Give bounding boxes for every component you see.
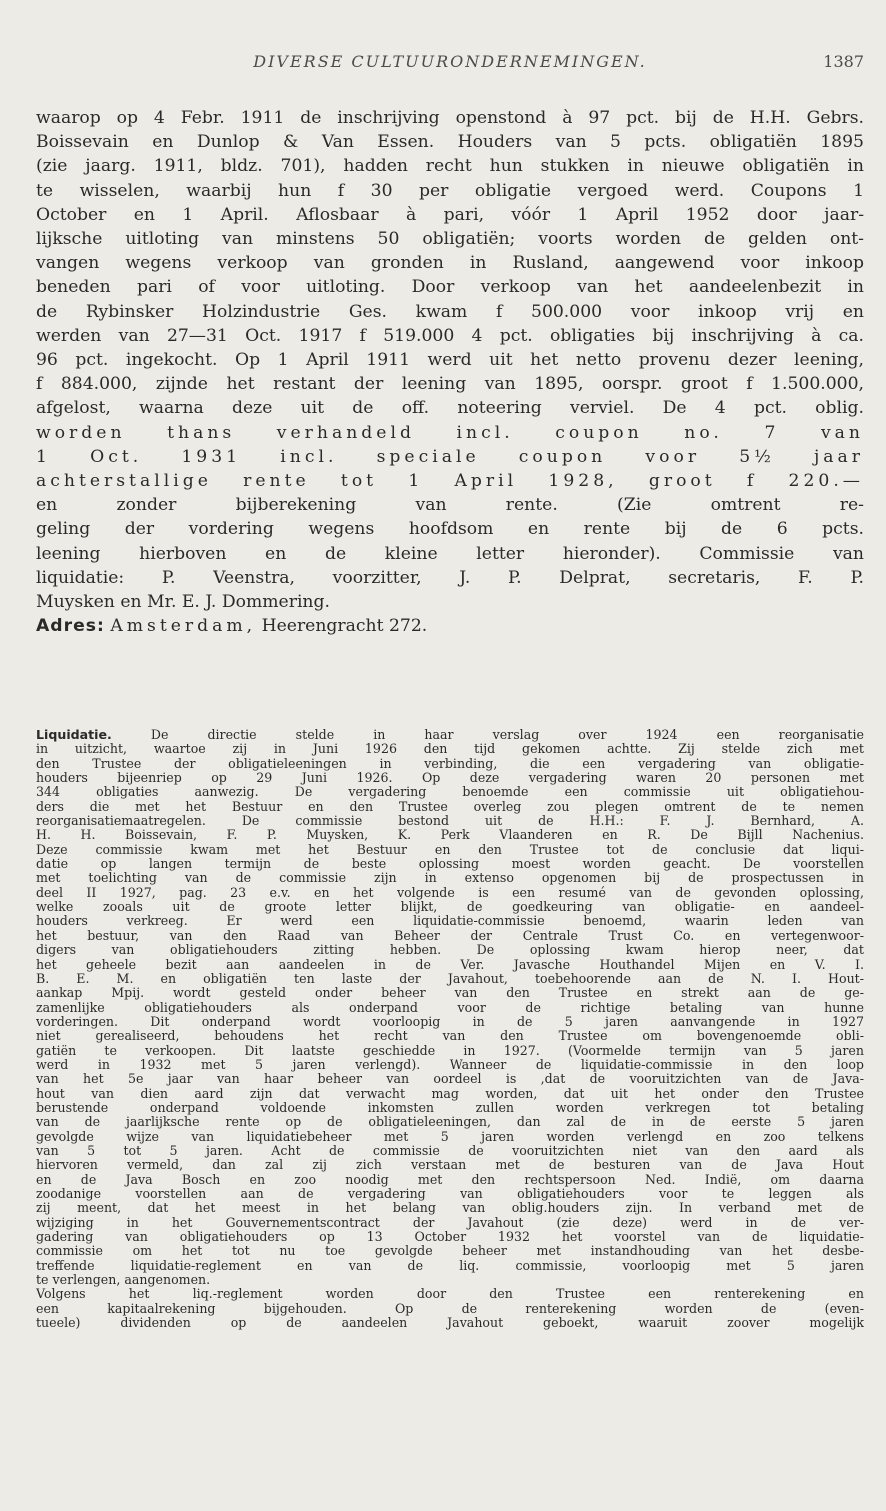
main-line: October en 1 April. Aflosbaar à pari, vóór 1 April 1952 door jaar-	[36, 204, 864, 225]
main-line: liquidatie: P. Veenstra, voorzitter, J. P. Delprat, secretaris, F. P.	[36, 567, 864, 588]
main-line: leening hierboven en de kleine letter hieronder). Commissie van	[36, 543, 864, 564]
small-line: zoodanige voorstellen aan de vergadering van obligatiehouders voor te leggen als	[36, 1187, 864, 1201]
main-line: lijksche uitloting van minstens 50 obligatiën; voorts worden de gelden ont-	[36, 229, 864, 250]
small-line: 344 obligaties aanwezig. De vergadering benoemde een commissie uit obligatiehou-	[36, 785, 864, 800]
address-street: Heerengracht 272.	[261, 616, 428, 637]
small-line: gatiën te verkoopen. Dit laatste geschiedde in 1927. (Voormelde termijn van 5 jaren	[36, 1043, 864, 1058]
small-line: tueele) dividenden op de aandeelen Javahout geboekt, waaruit zoover mogelijk	[36, 1316, 864, 1331]
main-line: worden thans verhandeld incl. coupon no. 7 van	[36, 422, 864, 443]
main-line: afgelost, waarna deze uit de off. noteering verviel. De 4 pct. oblig.	[36, 398, 864, 419]
main-line: 96 pct. ingekocht. Op 1 April 1911 werd uit het netto provenu dezer leening,	[36, 350, 864, 371]
address-city: Amsterdam,	[110, 616, 257, 637]
address-line	[36, 614, 864, 638]
small-line: berustende onderpand voldoende inkomsten zullen worden verkregen tot betaling	[36, 1100, 864, 1115]
small-line: houders verkreeg. Er werd een liquidatie-commissie benoemd, waarin leden van	[36, 914, 864, 929]
main-line: geling der vordering wegens hoofdsom en rente bij de 6 pcts.	[36, 519, 864, 540]
small-line: houders bijeenriep op 29 Juni 1926. Op deze vergadering waren 20 personen met	[36, 771, 864, 786]
small-line: zamenlijke obligatiehouders als onderpand voor de richtige betaling van hunne	[36, 1000, 864, 1015]
main-line: Muysken en Mr. E. J. Dommering.	[36, 592, 330, 613]
small-line: commissie om het tot nu toe gevolgde beheer met instandhouding van het desbe-	[36, 1244, 864, 1259]
liquidation-note	[36, 728, 864, 1330]
small-line: digers van obligatiehouders zitting hebben. De oplossing kwam hierop neer, dat	[36, 943, 864, 958]
small-line: vorderingen. Dit onderpand wordt voorloopig in de 5 jaren aanvangende in 1927	[36, 1014, 864, 1029]
small-line: in uitzicht, waartoe zij in Juni 1926 den tijd gekomen achtte. Zij stelde zich met	[36, 742, 864, 757]
small-line: Liquidatie. De directie stelde in haar verslag over 1924 een reorganisatie	[36, 728, 864, 742]
small-line: H. H. Boissevain, F. P. Muysken, K. Perk Vlaanderen en R. De Bijll Nachenius.	[36, 828, 864, 843]
small-line: hout van dien aard zijn dat verwacht mag worden, dat uit het onder den Trustee	[36, 1086, 864, 1101]
small-line: niet gerealiseerd, behoudens het recht van den Trustee om bovengenoemde obli-	[36, 1029, 864, 1044]
main-line: f 884.000, zijnde het restant der leening van 1895, oorspr. groot f 1.500.000,	[36, 374, 864, 395]
page-header	[36, 52, 864, 82]
page-number: 1387	[823, 52, 864, 71]
small-line: treffende liquidatie-reglement en van de liq. commissie, voorloopig met 5 jaren	[36, 1258, 864, 1273]
small-line: van 5 tot 5 jaren. Acht de commissie de vooruitzichten niet van den aard als	[36, 1143, 864, 1158]
main-line: 1 Oct. 1931 incl. speciale coupon voor 5½ jaar	[36, 446, 864, 467]
small-line: aankap Mpij. wordt gesteld onder beheer van den Trustee en strekt aan de ge-	[36, 986, 864, 1001]
main-line: waarop op 4 Febr. 1911 de inschrijving openstond à 97 pct. bij de H.H. Gebrs.	[36, 108, 864, 128]
small-line: gevolgde wijze van liquidatiebeheer met 5 jaren worden verlengd en zoo telkens	[36, 1129, 864, 1144]
small-line: het geheele bezit aan aandeelen in de Ver. Javasche Houthandel Mijen en V. I.	[36, 957, 864, 972]
small-line: B. E. M. en obligatiën ten laste der Javahout, toebehoorende aan de N. I. Hout-	[36, 971, 864, 986]
small-line: met toelichting van de commissie zijn in extenso opgenomen bij de prospectussen in	[36, 871, 864, 886]
small-line: wijziging in het Gouvernementscontract der Javahout (zie deze) werd in de ver-	[36, 1215, 864, 1230]
small-line: een kapitaalrekening bijgehouden. Op de renterekening worden de (even-	[36, 1301, 864, 1316]
main-line: beneden pari of voor uitloting. Door verkoop van het aandeelenbezit in	[36, 277, 864, 298]
small-line: en de Java Bosch en zoo noodig met den rechtspersoon Ned. Indië, om daarna	[36, 1172, 864, 1187]
main-line: achterstallige rente tot 1 April 1928, groot f 220.—	[36, 471, 864, 492]
main-line: te wisselen, waarbij hun f 30 per obligatie vergoed werd. Coupons 1	[36, 180, 864, 201]
main-line: werden van 27—31 Oct. 1917 f 519.000 4 pct. obligaties bij inschrijving à ca.	[36, 325, 864, 346]
main-line: vangen wegens verkoop van gronden in Rusland, aangewend voor inkoop	[36, 253, 864, 274]
small-line: van de jaarlijksche rente op de obligatieleeningen, dan zal de in de eerste 5 jaren	[36, 1115, 864, 1130]
small-line: van het 5e jaar van haar beheer van oordeel is ,dat de vooruitzichten van de Java-	[36, 1072, 864, 1087]
address-label: Adres:	[36, 616, 105, 637]
small-line: datie op langen termijn de beste oplossing moest worden geacht. De voorstellen	[36, 857, 864, 872]
small-line: te verlengen, aangenomen.	[36, 1273, 211, 1288]
small-line: werd in 1932 met 5 jaren verlengd). Wanneer de liquidatie-commissie in den loop	[36, 1057, 864, 1072]
liquidation-label: Liquidatie.	[36, 728, 112, 742]
small-line: Deze commissie kwam met het Bestuur en den Trustee tot de conclusie dat liqui-	[36, 842, 864, 857]
main-line: en zonder bijberekening van rente. (Zie omtrent re-	[36, 495, 864, 516]
main-line: de Rybinsker Holzindustrie Ges. kwam f 500.000 voor inkoop vrij en	[36, 301, 864, 322]
small-line: het bestuur, van den Raad van Beheer der Centrale Trust Co. en vertegenwoor-	[36, 928, 864, 943]
small-line: welke zooals uit de groote letter blijkt, de goedkeuring van obligatie- en aandeel-	[36, 900, 864, 915]
small-line: hiervoren vermeld, dan zal zij zich verstaan met de besturen van de Java Hout	[36, 1158, 864, 1173]
small-line: deel II 1927, pag. 23 e.v. en het volgende is een resumé van de gevonden oplossing,	[36, 885, 864, 900]
small-line: reorganisatiemaatregelen. De commissie bestond uit de H.H.: F. J. Bernhard, A.	[36, 814, 864, 829]
small-line: zij meent, dat het meest in het belang van oblig.houders zijn. In verband met de	[36, 1201, 864, 1216]
main-text	[36, 106, 864, 638]
small-line: ders die met het Bestuur en den Trustee overleg zou plegen omtrent de te nemen	[36, 799, 864, 814]
running-title: DIVERSE CULTUURONDERNEMINGEN.	[253, 52, 647, 71]
small-line: gadering van obligatiehouders op 13 October 1932 het voorstel van de liquidatie-	[36, 1230, 864, 1245]
small-line: den Trustee der obligatieleeningen in verbinding, die een vergadering van obligatie-	[36, 756, 864, 771]
main-line: (zie jaarg. 1911, bldz. 701), hadden recht hun stukken in nieuwe obligatiën in	[36, 156, 864, 177]
main-line: Boissevain en Dunlop & Van Essen. Houders van 5 pcts. obligatiën 1895	[36, 132, 864, 153]
small-line: Volgens het liq.-reglement worden door den Trustee een renterekening en	[36, 1287, 864, 1302]
